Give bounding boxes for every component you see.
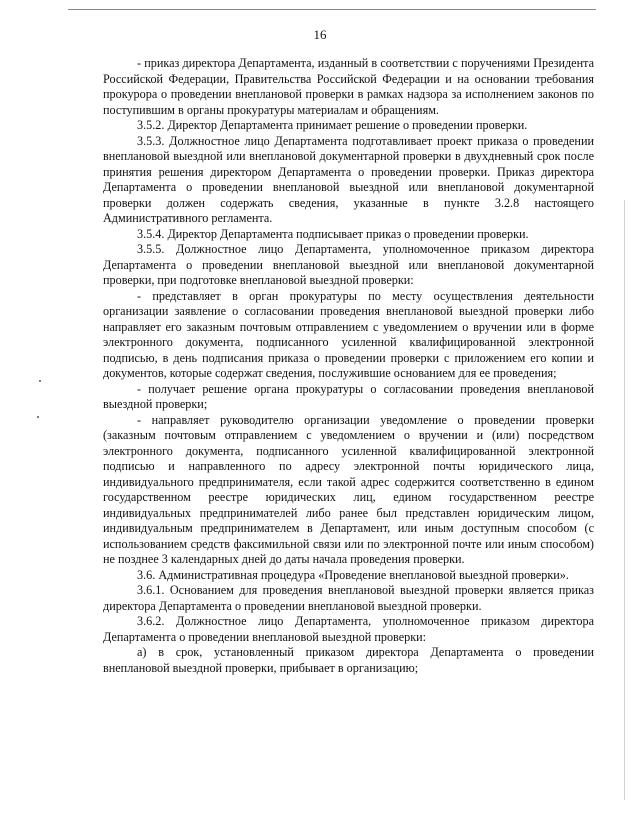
scan-edge-line — [624, 200, 625, 800]
paragraph-3-5-3: 3.5.3. Должностное лицо Департамента подготавливает проект приказа о проведении внеплановой выездной или внеплановой документарной проверки в двухдневный срок после принятия решения директором Департамента о проведении проверки. Приказ директора Департамента о проведении внеплановой выездной или внеплановой документарной проверки должен содержать сведения, указанные в пункте 3.2.8 настоящего Административного регламента. — [103, 133, 594, 225]
paragraph-item-a: а) в срок, установленный приказом директора Департамента о проведении внеплановой выездной проверки, прибывает в организацию; — [103, 645, 594, 675]
paragraph-3-6: 3.6. Административная процедура «Проведение внеплановой выездной проверки». — [137, 567, 569, 582]
scan-speck — [37, 416, 39, 418]
page-number: 16 — [313, 27, 327, 42]
document-body — [103, 56, 594, 676]
paragraph-prosecutor-application: - представляет в орган прокуратуры по месту осуществления деятельности организации заявление о согласовании проведения внеплановой выездной проверки либо направляет его заказным почтовым отправлением с уведомлением о вручении или в форме электронного документа, подписанного усиленной квалифицированной электронной подписью, в день подписания приказа о проведении проверки с приложением его копии и документов, которые содержат сведения, послужившие основанием для ее проведения; — [103, 288, 594, 380]
paragraph-3-6-1: 3.6.1. Основанием для проведения внеплановой выездной проверки является приказ директора Департамента о проведении внеплановой выездной проверки. — [103, 583, 594, 613]
paragraph-prosecutor-decision: - получает решение органа прокуратуры о согласовании проведения внеплановой выездной проверки; — [103, 381, 594, 411]
paragraph-3-6-2: 3.6.2. Должностное лицо Департамента, уполномоченное приказом директора Департамента о проведении внеплановой выездной проверки: — [103, 614, 594, 644]
paragraph-order-basis: - приказ директора Департамента, изданный в соответствии с поручениями Президента Российской Федерации, Правительства Российской Федерации и на основании требования прокурора о проведении внеплановой проверки в рамках надзора за исполнением законов по поступившим в органы прокуратуры материалам и обращениям. — [103, 56, 594, 117]
paragraph-3-5-5: 3.5.5. Должностное лицо Департамента, уполномоченное приказом директора Департамента о проведении внеплановой выездной или внеплановой документарной проверки, при подготовке внеплановой выездной проверки: — [103, 242, 594, 287]
paragraph-notification: - направляет руководителю организации уведомление о проведении проверки (заказным почтовым отправлением с уведомлением о вручении и (или) посредством электронного документа, подписанного усиленной квалифицированной электронной подписью и направленного по адресу электронной почты юридического лица, индивидуального предпринимателя, если такой адрес содержится соответственно в едином государственном реестре юридических лиц, едином государственном реестре индивидуальных предпринимателей либо ранее был представлен юридическим лицом, индивидуальным предпринимателем в Департамент, или иным доступным способом (с использованием средств факсимильной связи или по электронной почте или иным способом) не позднее 3 календарных дней до даты начала проведения проверки. — [103, 412, 594, 566]
paragraph-3-5-2: 3.5.2. Директор Департамента принимает решение о проведении проверки. — [137, 118, 528, 132]
top-edge-rule — [68, 9, 596, 10]
paragraph-3-5-4: 3.5.4. Директор Департамента подписывает приказ о проведении проверки. — [137, 226, 529, 241]
scan-speck — [39, 380, 41, 382]
